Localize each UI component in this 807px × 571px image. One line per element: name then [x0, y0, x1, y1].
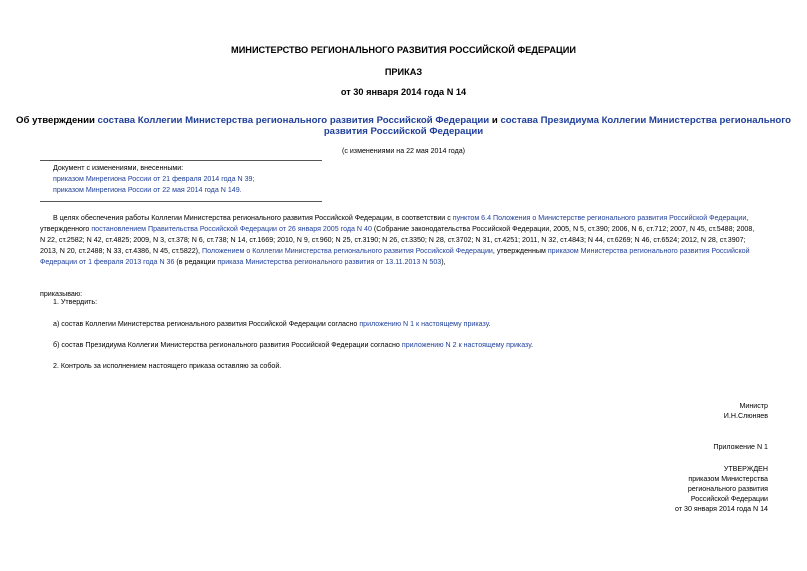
preamble-line-1: [53, 213, 748, 224]
title-prefix: Об утверждении: [16, 115, 98, 126]
link-ministry-order[interactable]: приказом Министерства регионального развития Российской: [547, 247, 750, 255]
link-appendix-2[interactable]: приложению N 2 к настоящему приказу: [401, 341, 532, 349]
link-collegium-regulation[interactable]: Положением о Коллегии Министерства регионального развития Российской Федерации: [201, 247, 493, 255]
preamble-text: (Собрание законодательства Российской Федерации, 2005, N 5, ст.390; 2006, N 6, ст.712; 2007, N 45, ст.5488; 2008,: [371, 225, 755, 233]
preamble-line-5: [40, 257, 446, 268]
preamble-text: 2013, N 20, ст.2488; N 33, ст.4386, N 45, ст.5822),: [40, 247, 202, 255]
link-appendix-1[interactable]: приложению N 1 к настоящему приказу: [359, 320, 489, 328]
appendix-approved: УТВЕРЖДЕН: [723, 465, 768, 473]
appendix-line: приказом Министерства: [688, 475, 768, 483]
link-ministry-order-cont[interactable]: Федерации от 1 февраля 2013 года N 36: [40, 258, 175, 266]
title-link-presidium[interactable]: состава Президиума Коллегии Министерства регионального: [500, 115, 791, 126]
preamble-text: (в редакции: [174, 258, 218, 266]
preamble-text: ,: [746, 214, 749, 222]
preamble-line-2: [40, 224, 754, 235]
amendment-link-1[interactable]: приказом Минрегиона России от 21 февраля 2014 года N 39;: [53, 175, 255, 183]
order-item-2: 2. Контроль за исполнением настоящего приказа оставляю за собой.: [53, 362, 282, 370]
amendment-link-2[interactable]: приказом Минрегиона России от 22 мая 2014 года N 149.: [53, 186, 242, 194]
doc-type-heading: ПРИКАЗ: [384, 67, 423, 77]
amendments-label: Документ с изменениями, внесенными:: [53, 164, 184, 172]
order-item-b: [53, 340, 533, 351]
link-government-decree[interactable]: постановлением Правительства Российской Федерации от 26 января 2005 года N 40: [91, 225, 372, 233]
preamble-text: ),: [441, 258, 446, 266]
order-item-1: 1. Утвердить:: [53, 298, 98, 306]
preamble-line-4: [40, 246, 750, 257]
preamble-line-3: N 22, ст.2582; N 42, ст.4825; 2009, N 3, ст.378; N 6, ст.738; N 14, ст.1669; 2010, N 9, ст.960; N 25, ст.3190; N 26, ст.3350; N 28, ст.3702; N 31, ст.4251; 2011, N 32, ст.4843; N 44, ст.6269; N 46, ст.6524; 2012, N 28, ст.3907;: [40, 236, 746, 244]
preamble-text: , утвержденным: [492, 247, 548, 255]
preamble-text: утвержденного: [40, 225, 92, 233]
signature-name: И.Н.Слюняев: [723, 412, 768, 420]
divider-bottom: [40, 201, 322, 202]
link-regulation-ministry[interactable]: пунктом 6.4 Положения о Министерстве регионального развития Российской Федерации: [452, 214, 747, 222]
preamble-text: В целях обеспечения работы Коллегии Министерства регионального развития Российской Федерации, в соответствии с: [53, 214, 453, 222]
appendix-line: от 30 января 2014 года N 14: [675, 505, 768, 513]
title-link-collegium[interactable]: состава Коллегии Министерства регионального развития Российской Федерации: [97, 115, 490, 126]
appendix-line: регионального развития: [687, 485, 768, 493]
appendix-label: Приложение N 1: [713, 443, 768, 451]
divider-top: [40, 160, 322, 161]
changes-note: (с изменениями на 22 мая 2014 года): [341, 147, 466, 155]
order-item-a-end: .: [488, 320, 491, 328]
link-ministry-order-503[interactable]: приказа Министерства регионального развития от 13.11.2013 N 503: [217, 258, 442, 266]
order-item-b-text: б) состав Президиума Коллегии Министерства регионального развития Российской Федерации согласно: [53, 341, 402, 349]
order-item-a: [53, 319, 491, 330]
prikazyvayu: приказываю:: [40, 290, 83, 298]
appendix-line: Российской Федерации: [690, 495, 768, 503]
order-item-a-text: а) состав Коллегии Министерства регионального развития Российской Федерации согласно: [53, 320, 360, 328]
title-link-presidium-cont[interactable]: развития Российской Федерации: [323, 126, 484, 137]
doc-date-number: от 30 января 2014 года N 14: [340, 87, 467, 97]
signature-position: Министр: [739, 402, 768, 410]
order-item-b-end: .: [531, 341, 534, 349]
title-middle: и: [489, 115, 501, 126]
ministry-heading: МИНИСТЕРСТВО РЕГИОНАЛЬНОГО РАЗВИТИЯ РОССИЙСКОЙ ФЕДЕРАЦИИ: [231, 45, 576, 55]
doc-title: [0, 115, 807, 137]
